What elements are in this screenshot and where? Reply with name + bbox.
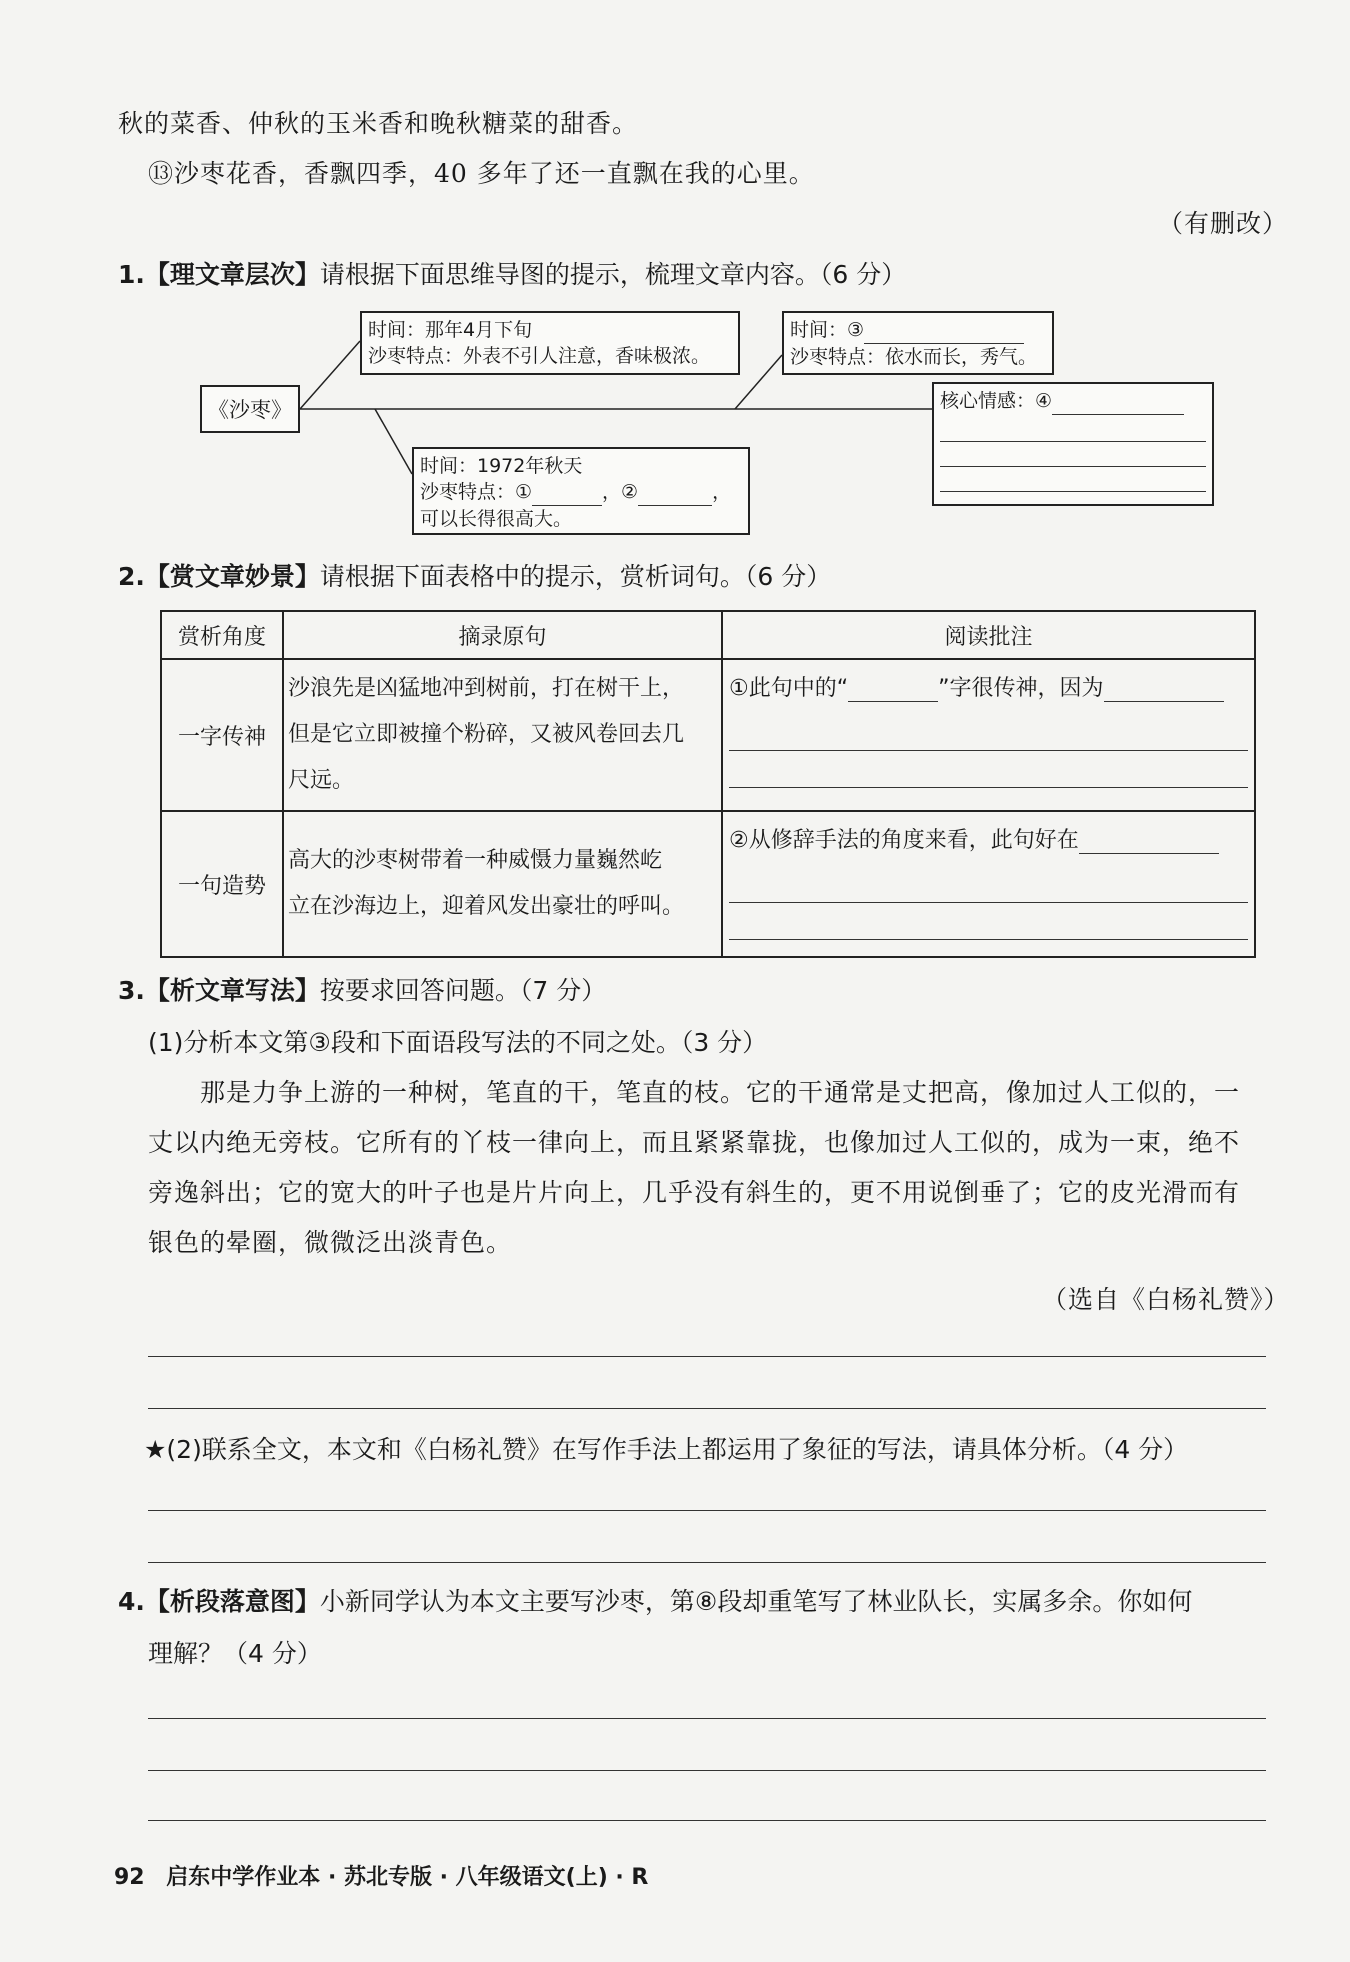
box-time: 时间：1972年秋天 xyxy=(420,455,583,477)
table-cell-angle: 一字传神 xyxy=(161,659,283,811)
answer-line[interactable] xyxy=(148,1408,1266,1409)
mind-map-box-emotion xyxy=(932,382,1214,506)
question-4-title xyxy=(118,1582,1192,1618)
box-feature: 可以长得很高大。 xyxy=(420,508,573,530)
mind-map-root: 《沙枣》 xyxy=(200,385,300,433)
table-header: 摘录原句 xyxy=(283,611,722,659)
question-4-text-cont: 理解？（4 分） xyxy=(148,1639,322,1668)
question-tag: 【赏文章妙景】 xyxy=(144,562,320,591)
box-time: 时间：那年4月下旬 xyxy=(368,319,533,341)
page-number: 92 xyxy=(114,1865,145,1890)
answer-blank[interactable] xyxy=(1079,829,1219,854)
box-feature: 沙枣特点：① xyxy=(420,481,533,503)
table-cell-sentence xyxy=(283,659,722,811)
box-time: 时间：③ xyxy=(790,319,865,341)
quoted-passage-line: 那是力争上游的一种树，笔直的干，笔直的枝。它的干通常是丈把高，像加过人工似的，一 xyxy=(200,1078,1241,1107)
mind-map-box-spring xyxy=(360,311,740,375)
answer-blank-3[interactable] xyxy=(864,317,1024,344)
answer-blank-char[interactable] xyxy=(848,677,938,702)
quoted-passage-line: 丈以内绝无旁枝。它所有的丫枝一律向上，而且紧紧靠拢，也像加过人工似的，成为一束，绝不 xyxy=(148,1128,1241,1157)
answer-line[interactable] xyxy=(148,1770,1266,1771)
answer-line[interactable] xyxy=(148,1356,1266,1357)
answer-line[interactable] xyxy=(729,864,1248,903)
question-3-sub1: (1)分析本文第③段和下面语段写法的不同之处。（3 分） xyxy=(148,1028,768,1057)
box-emotion-label: 核心情感：④ xyxy=(940,390,1053,412)
answer-line[interactable] xyxy=(940,467,1206,492)
sentence-line: 沙浪先是凶猛地冲到树前，打在树干上， xyxy=(288,676,685,701)
table-cell-note xyxy=(722,811,1255,957)
table-cell-sentence xyxy=(283,811,722,957)
note-text: ②从修辞手法的角度来看，此句好在 xyxy=(729,828,1079,853)
answer-line[interactable] xyxy=(940,442,1206,467)
answer-blank[interactable] xyxy=(1104,677,1224,702)
question-text: 小新同学认为本文主要写沙枣，第⑧段却重笔写了林业队长，实属多余。你如何 xyxy=(319,1587,1193,1616)
mind-map-box-autumn xyxy=(412,447,750,535)
table-header: 阅读批注 xyxy=(722,611,1255,659)
question-number: 3. xyxy=(118,976,145,1005)
answer-blank-4[interactable] xyxy=(1052,388,1184,415)
answer-line[interactable] xyxy=(148,1510,1266,1511)
box-feature: 沙枣特点：依水而长，秀气。 xyxy=(790,346,1038,368)
quoted-passage-line: 银色的晕圈，微微泛出淡青色。 xyxy=(148,1228,513,1257)
answer-blank-2[interactable] xyxy=(638,479,712,506)
note-text: ”字很传神，因为 xyxy=(938,676,1104,701)
answer-line[interactable] xyxy=(148,1562,1266,1563)
question-tag: 【理文章层次】 xyxy=(144,260,320,289)
sentence-line: 但是它立即被撞个粉碎，又被风卷回去几 xyxy=(288,722,685,747)
table-header: 赏析角度 xyxy=(161,611,283,659)
sentence-line: 高大的沙枣树带着一种威慑力量巍然屹 xyxy=(288,848,663,873)
passage-line: ⑬沙枣花香，香飘四季，40 多年了还一直飘在我的心里。 xyxy=(148,159,815,188)
question-3-sub2: ★(2)联系全文，本文和《白杨礼赞》在写作手法上都运用了象征的写法，请具体分析。（4 分） xyxy=(144,1435,1189,1464)
edit-note: （有删改） xyxy=(1158,209,1289,238)
question-number: 1. xyxy=(118,260,145,289)
question-text: 请根据下面思维导图的提示，梳理文章内容。（6 分） xyxy=(319,260,907,289)
sentence-line: 立在沙海边上，迎着风发出豪壮的呼叫。 xyxy=(288,894,685,919)
box-feature: ， xyxy=(712,481,732,503)
question-tag: 【析文章写法】 xyxy=(144,976,320,1005)
question-number: 4. xyxy=(118,1587,145,1616)
table-cell-angle: 一句造势 xyxy=(161,811,283,957)
answer-line[interactable] xyxy=(729,712,1248,751)
passage-line: 秋的菜香、仲秋的玉米香和晚秋糖菜的甜香。 xyxy=(118,109,639,138)
mind-map-box-later xyxy=(782,311,1054,375)
note-text: ①此句中的“ xyxy=(729,676,849,701)
page-footer xyxy=(114,1860,648,1891)
box-feature: ，② xyxy=(602,481,639,503)
book-title: 启东中学作业本 · 苏北专版 · 八年级语文(上) · R xyxy=(166,1865,649,1890)
answer-line[interactable] xyxy=(729,903,1248,940)
answer-line[interactable] xyxy=(148,1820,1266,1821)
question-text: 按要求回答问题。（7 分） xyxy=(319,976,607,1005)
answer-line[interactable] xyxy=(148,1718,1266,1719)
passage-source: （选自《白杨礼赞》） xyxy=(1042,1285,1290,1314)
answer-line[interactable] xyxy=(940,417,1206,442)
table-cell-note xyxy=(722,659,1255,811)
answer-blank-1[interactable] xyxy=(532,479,602,506)
question-3-title xyxy=(118,971,606,1007)
question-tag: 【析段落意图】 xyxy=(144,1587,320,1616)
box-feature: 沙枣特点：外表不引人注意，香味极浓。 xyxy=(368,345,711,367)
question-number: 2. xyxy=(118,562,145,591)
answer-line[interactable] xyxy=(729,751,1248,788)
question-text: 请根据下面表格中的提示，赏析词句。（6 分） xyxy=(319,562,832,591)
sentence-line: 尺远。 xyxy=(288,768,355,793)
question-2-title xyxy=(118,557,831,593)
appreciation-table xyxy=(160,610,1256,958)
quoted-passage-line: 旁逸斜出；它的宽大的叶子也是片片向上，几乎没有斜生的，更不用说倒垂了；它的皮光滑而有 xyxy=(148,1178,1241,1207)
